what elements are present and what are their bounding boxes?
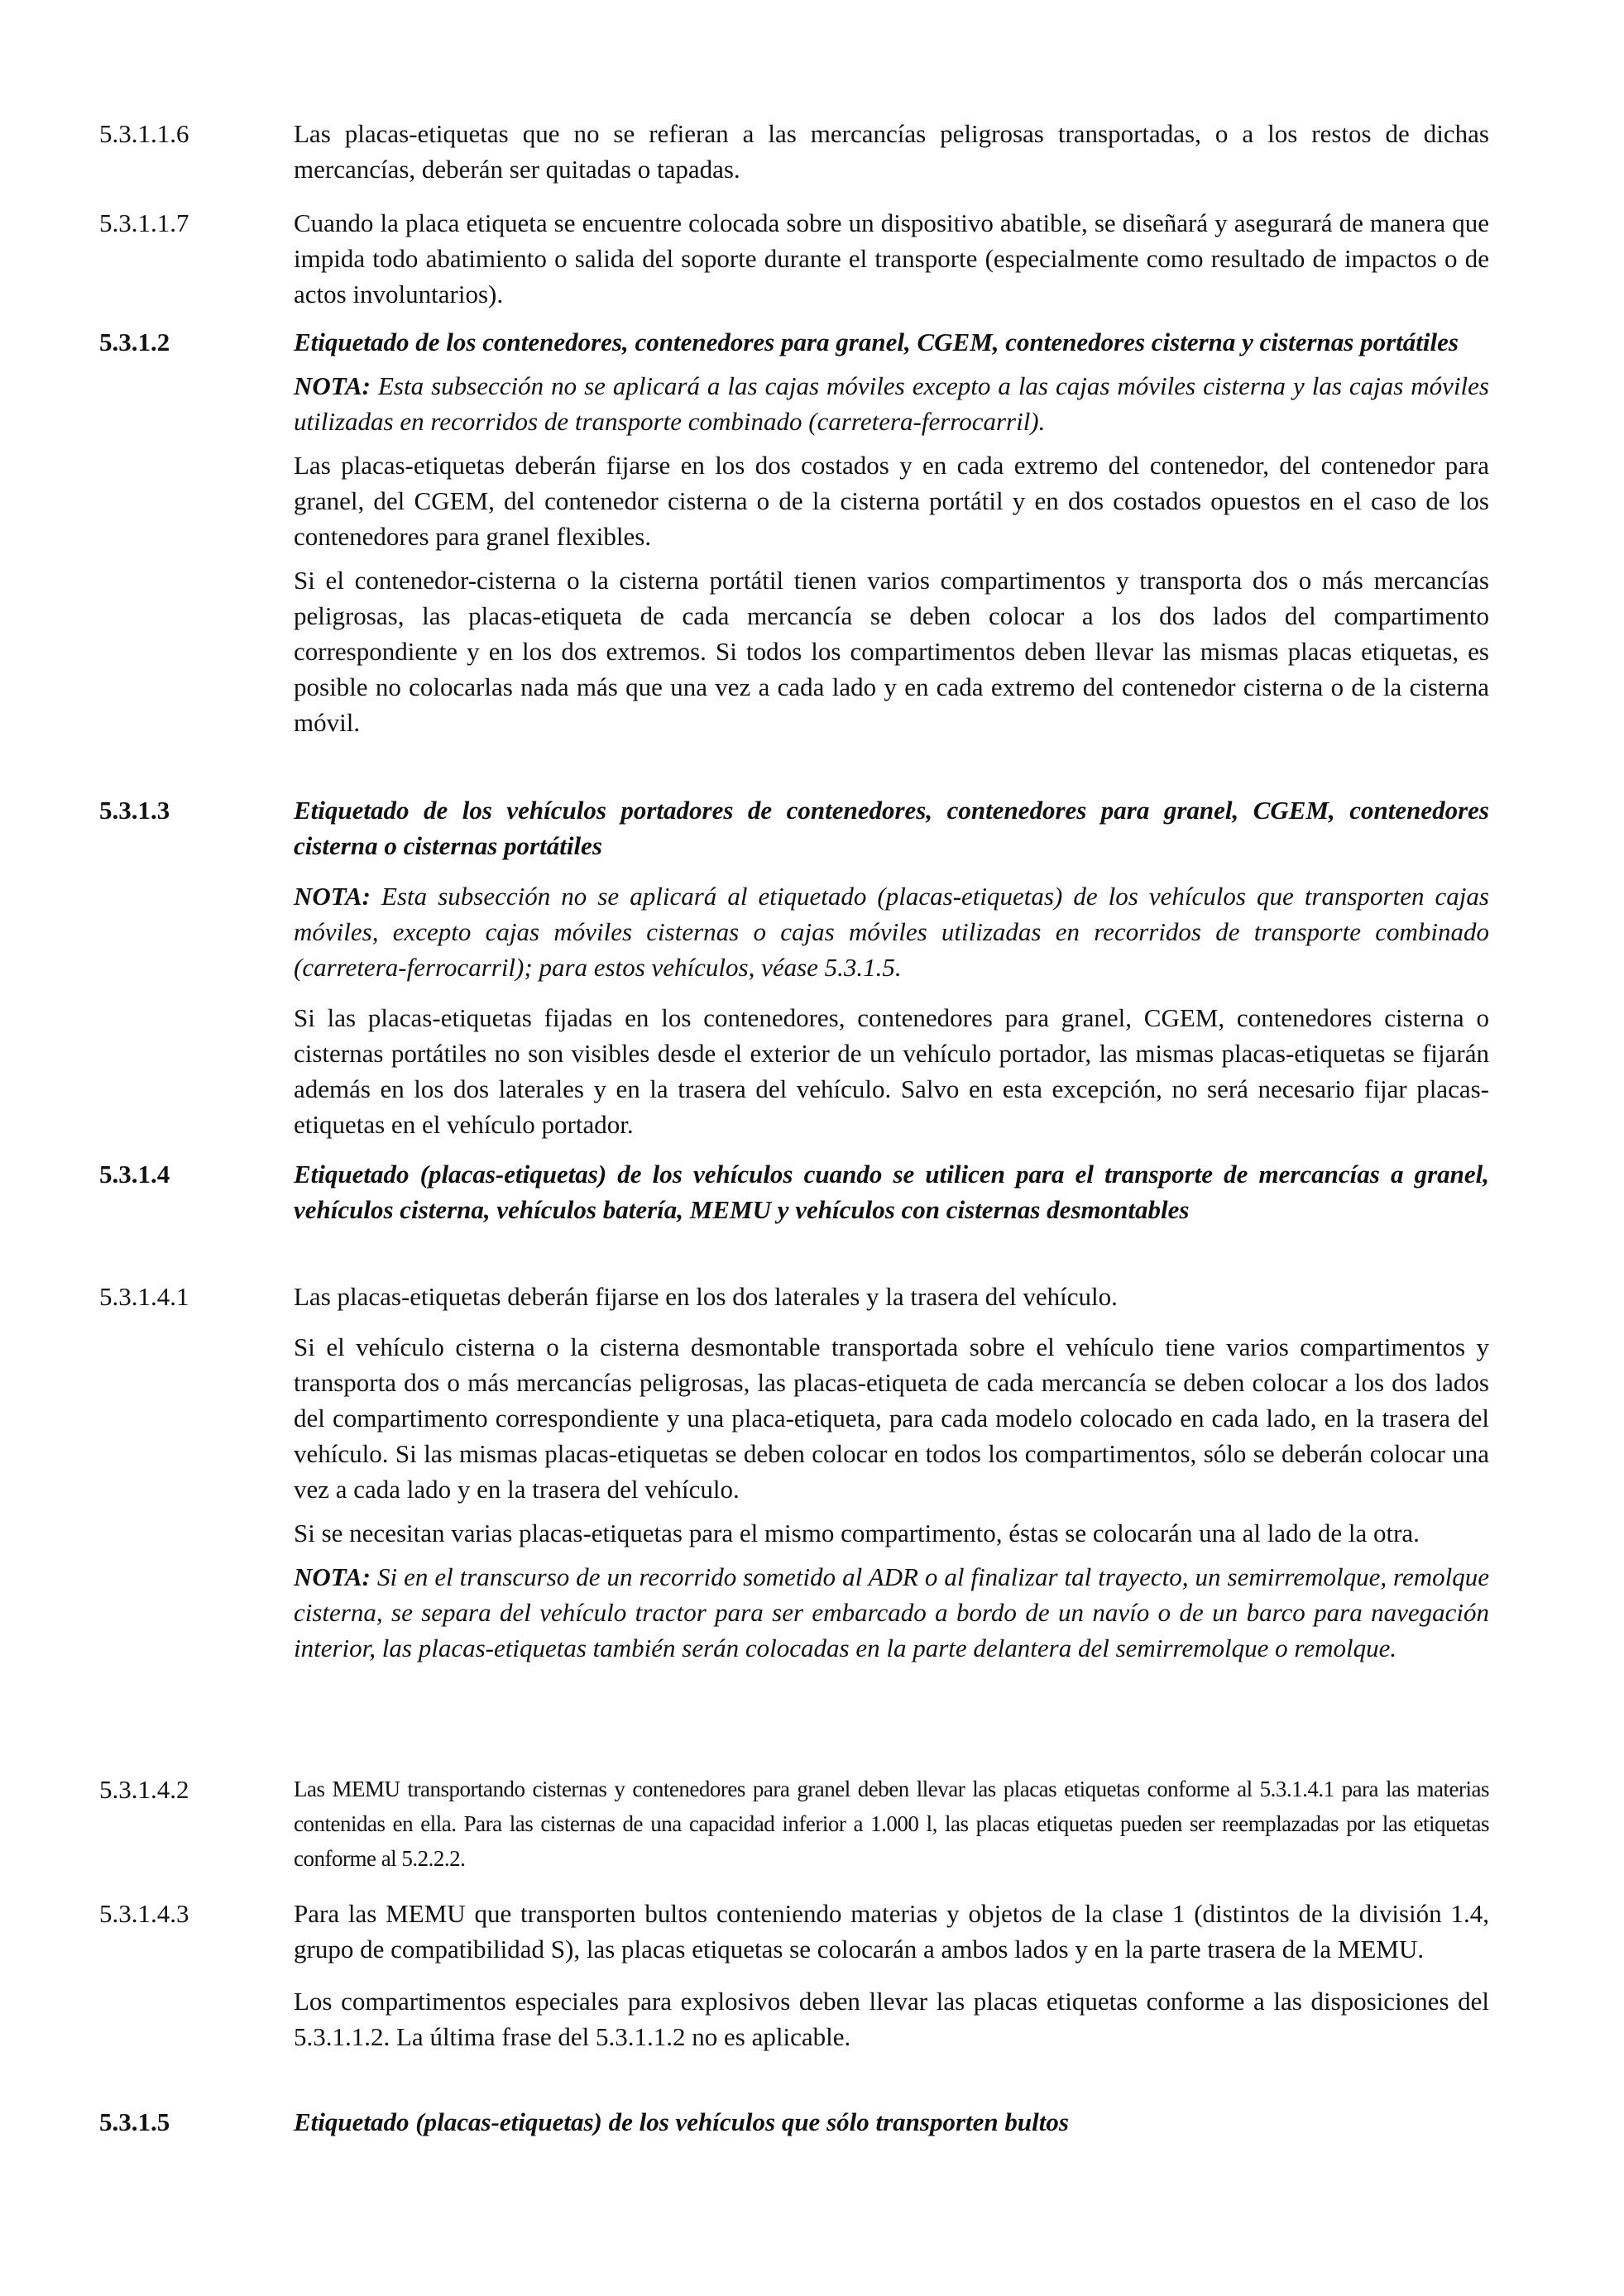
body-text: Las placas-etiquetas que no se refieran a las mercancías peligrosas transportadas, o a los restos de dichas mercancías, deberán ser quitadas o tapadas.	[294, 119, 1489, 184]
note	[294, 368, 1489, 439]
section-heading: Etiquetado (placas-etiquetas) de los vehículos cuando se utilicen para el transporte de mercancías a granel, vehículos cisterna, vehículos batería, MEMU y vehículos con cisternas desmontables	[294, 1160, 1489, 1224]
paragraph-body	[294, 1279, 1489, 1666]
note-text: Esta subsección no se aplicará al etiquetado (placas-etiquetas) de los vehículos que transporten cajas móviles, excepto cajas móviles cisternas o cajas móviles utilizadas en recorridos de transporte combinado (carretera-ferrocarril); para estos vehículos, véase 5.3.1.5.	[294, 882, 1489, 982]
body-text: Si se necesitan varias placas-etiquetas para el mismo compartimento, éstas se colocarán una al lado de la otra.	[294, 1519, 1420, 1547]
section-heading: Etiquetado (placas-etiquetas) de los vehículos que sólo transporten bultos	[294, 2107, 1069, 2136]
body-text: Las placas-etiquetas deberán fijarse en los dos laterales y la trasera del vehículo.	[294, 1282, 1118, 1311]
paragraph-number: 5.3.1.4.3	[99, 1899, 189, 1928]
section-heading: Etiquetado de los vehículos portadores de contenedores, contenedores para granel, CGEM, contenedores cisterna o cisternas portátiles	[294, 796, 1489, 860]
section-body	[294, 324, 1489, 740]
paragraph-body	[294, 205, 1489, 312]
section-number: 5.3.1.2	[99, 328, 170, 356]
paragraph-number: 5.3.1.4.1	[99, 1282, 189, 1311]
note	[294, 878, 1489, 985]
section-heading: Etiquetado de los contenedores, contenedores para granel, CGEM, contenedores cisterna y cisternas portátiles	[294, 328, 1459, 356]
section-number: 5.3.1.4	[99, 1160, 170, 1189]
note-label: NOTA:	[294, 371, 371, 400]
paragraph-number: 5.3.1.4.2	[99, 1775, 189, 1804]
body-text: Si las placas-etiquetas fijadas en los contenedores, contenedores para granel, CGEM, contenedores cisterna o cisternas portátiles no son visibles desde el exterior de un vehículo portador, las mismas placas-etiquetas se fijarán además en los dos laterales y en la trasera del vehículo. Salvo en esta excepción, no será necesario fijar placas-etiquetas en el vehículo portador.	[294, 1003, 1489, 1139]
body-text: Si el vehículo cisterna o la cisterna desmontable transportada sobre el vehículo tiene varios compartimentos y transporta dos o más mercancías peligrosas, las placas-etiqueta de cada mercancía se deben colocar a los dos lados del compartimento correspondiente y una placa-etiqueta, para cada modelo colocado en cada lado, en la trasera del vehículo. Si las mismas placas-etiquetas se deben colocar en todos los compartimentos, sólo se deberán colocar una vez a cada lado y en la trasera del vehículo.	[294, 1332, 1489, 1504]
body-text: Las MEMU transportando cisternas y contenedores para granel deben llevar las placas etiquetas conforme al 5.3.1.4.1 para las materias contenidas en ella. Para las cisternas de una capacidad inferior a 1.000 l, las placas etiquetas pueden ser reemplazadas por las etiquetas conforme al 5.2.2.2.	[294, 1777, 1489, 1871]
paragraph-number: 5.3.1.1.7	[99, 208, 189, 237]
section-body	[294, 2104, 1489, 2140]
note	[294, 1559, 1489, 1666]
paragraph-body	[294, 1772, 1489, 1876]
section-body	[294, 1156, 1489, 1227]
body-text: Para las MEMU que transporten bultos conteniendo materias y objetos de la clase 1 (distintos de la división 1.4, grupo de compatibilidad S), las placas etiquetas se colocarán a ambos lados y en la parte trasera de la MEMU.	[294, 1899, 1489, 1964]
body-text: Si el contenedor-cisterna o la cisterna portátil tienen varios compartimentos y transporta dos o más mercancías peligrosas, las placas-etiqueta de cada mercancía se deben colocar a los dos lados del compartimento correspondiente y en los dos extremos. Si todos los compartimentos deben llevar las mismas placas etiquetas, es posible no colocarlas nada más que una vez a cada lado y en cada extremo del contenedor cisterna o de la cisterna móvil.	[294, 566, 1489, 737]
paragraph-body	[294, 116, 1489, 187]
section-body	[294, 792, 1489, 1142]
section-number: 5.3.1.5	[99, 2107, 170, 2136]
body-text: Cuando la placa etiqueta se encuentre colocada sobre un dispositivo abatible, se diseñará y asegurará de manera que impida todo abatimiento o salida del soporte durante el transporte (especialmente como resultado de impactos o de actos involuntarios).	[294, 208, 1489, 309]
body-text: Los compartimentos especiales para explosivos deben llevar las placas etiquetas conforme a las disposiciones del 5.3.1.1.2. La última frase del 5.3.1.1.2 no es aplicable.	[294, 1987, 1489, 2051]
note-text: Esta subsección no se aplicará a las cajas móviles excepto a las cajas móviles cisterna y las cajas móviles utilizadas en recorridos de transporte combinado (carretera-ferrocarril).	[294, 371, 1489, 436]
paragraph-number: 5.3.1.1.6	[99, 119, 189, 148]
paragraph-body	[294, 1896, 1489, 2054]
note-label: NOTA:	[294, 1562, 371, 1591]
note-text: Si en el transcurso de un recorrido sometido al ADR o al finalizar tal trayecto, un semirremolque, remolque cisterna, se separa del vehículo tractor para ser embarcado a bordo de un navío o de un barco para navegación interior, las placas-etiquetas también serán colocadas en la parte delantera del semirremolque o remolque.	[294, 1562, 1489, 1662]
body-text: Las placas-etiquetas deberán fijarse en los dos costados y en cada extremo del contenedor, del contenedor para granel, del CGEM, del contenedor cisterna o de la cisterna portátil y en dos costados opuestos en el caso de los contenedores para granel flexibles.	[294, 451, 1489, 551]
section-number: 5.3.1.3	[99, 796, 170, 825]
note-label: NOTA:	[294, 882, 371, 911]
